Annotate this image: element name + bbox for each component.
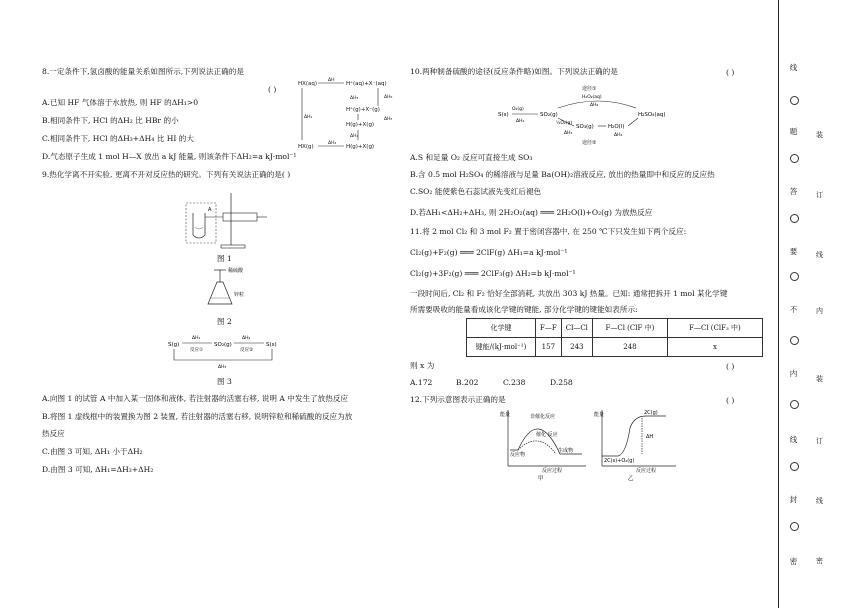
margin-char: 订 [816,437,823,445]
q8-energy-diagram [298,78,408,150]
q12-yi-top: 2C(g) [644,410,658,416]
q9-fig1-caption: 图 1 [217,254,232,263]
q8-hx-aq: HX(aq) [298,81,318,87]
q9-fig2-zinc: 锌粒 [234,292,245,298]
q11-eq2: Cl₂(g)+3F₂(g) ═══ 2ClF₃(g) ΔH₂=b kJ·mol⁻¹ [410,269,576,278]
q12-jia-noncat: 非催化反应 [530,414,556,420]
q9-figure-3-cycle [168,332,280,372]
q9-option-b-line1: B.将图 1 虚线框中的装置换为图 2 装置, 若注射器的活塞右移, 说明锌粒和稀硫酸的反应为放 [42,412,353,421]
q9-stem: 9.热化学离不开实验, 更离不开对反应热的研究。下列有关说法正确的是( ) [42,170,291,179]
q11-option-b: B.202 [456,378,479,387]
table-cell: 157 [536,338,562,357]
margin-circle [790,462,799,471]
q9-option-d: D.由图 3 可知, ΔH₁=ΔH₃+ΔH₂ [42,465,154,474]
margin-char: 密 [789,557,798,566]
margin-char: 内 [816,307,823,315]
q11-ask: 则 x 为 [410,361,435,370]
q12-paren: ( ) [726,396,735,405]
q10-pathway-diagram [498,86,688,148]
q10-option-d: D.若ΔH₁<ΔH₂+ΔH₃, 则 2H₂O₂(aq) ═══ 2H₂O(l)+O₂(g) 为放热反应 [410,208,653,217]
q9-fig3-dh2: ΔH₂ [242,336,251,341]
q8-option-d: D.气态原子生成 1 mol H—X 放出 a kJ 能量, 则该条件下ΔH₂=a kJ·mol⁻¹ [42,152,297,161]
q11-bond-energy-table [466,318,763,357]
q11-option-c: C.238 [503,378,526,387]
q9-fig3-so2: SO₂(g) [214,342,232,348]
q9-figure-1-apparatus [183,185,273,251]
q10-paren: ( ) [726,68,735,77]
q12-yi-bottom: 2C(s)+O₂(g) [604,458,635,464]
margin-circle [790,272,799,281]
q8-dh3: ΔH₃ [350,96,359,101]
q11-text1: 一段时间后, Cl₂ 和 F₂ 恰好全部消耗, 共放出 303 kJ 热量。已知: 通常把拆开 1 mol 某化学键 [410,289,728,298]
q8-option-a: A.已知 HF 气体溶于水放热, 则 HF 的ΔH₁>0 [42,98,199,107]
q10-h2o: H₂O(l) [608,124,625,130]
margin-circle [790,96,799,105]
q10-dh3: ΔH₃ [564,131,573,136]
margin-char: 不 [789,305,798,314]
margin-char: 线 [789,63,798,72]
q12-stem: 12.下列示意图表示正确的是 [410,395,506,404]
margin-char: 答 [789,187,798,196]
q10-half-o2: ½O₂(g) [556,121,573,126]
table-header-cell: F—F [536,319,562,338]
q8-paren: ( ) [268,85,277,94]
q8-option-c: C.相同条件下, HCl 的ΔH₃+ΔH₄ 比 HI 的大 [42,134,194,143]
q12-yi-dh: ΔH [646,434,654,440]
q10-dh1: ΔH₁ [516,119,525,124]
q10-o2: O₂(g) [512,107,524,112]
margin-char: 内 [789,369,798,378]
q9-fig3-s-g: S(g) [168,342,180,348]
margin-circle [790,154,799,163]
q10-h2o2: H₂O₂(aq) [582,95,602,100]
q8-dh1: ΔH₁ [304,115,313,120]
q12-yi-label: 乙 [628,476,634,482]
margin-circle [790,214,799,223]
margin-circle [790,400,799,409]
table-header-row [467,319,763,338]
q8-option-b: B.相同条件下, HCl 的ΔH₂ 比 HBr 的小 [42,116,179,125]
q8-dh: ΔH [328,78,335,83]
margin-char: 装 [816,131,823,139]
q11-option-a: A.172 [410,378,433,387]
q11-paren: ( ) [726,362,735,371]
q12-yi-energy: 能量 [594,412,605,418]
q9-option-a: A.向图 1 的试管 A 中加入某一固体和液体, 若注射器的活塞右移, 说明 A 中发生了放热反应 [42,394,349,403]
q12-jia-label: 甲 [538,476,544,482]
q8-stem: 8.一定条件下,氢卤酸的能量关系如图所示,下列说法正确的是 [42,67,244,76]
q12-jia-energy: 能量 [500,412,511,418]
table-cell: 248 [592,338,667,357]
margin-char: 要 [789,247,798,256]
q8-dh2: ΔH₂ [328,141,337,146]
q9-figure-2-flask [200,266,260,310]
margin-char: 线 [816,251,823,259]
margin-char: 订 [816,191,823,199]
table-header-cell: Cl—Cl [561,319,592,338]
q12-yi-x: 反应过程 [636,468,657,474]
q8-h-aq: H⁺(aq)+X⁻(aq) [346,81,387,87]
q8-dh6: ΔH₆ [384,95,393,100]
q9-fig2-caption: 图 2 [217,317,232,326]
q9-option-c: C.由图 3 可知, ΔH₁ 小于ΔH₂ [42,447,143,456]
q12-jia-reactant: 反应物 [510,452,526,458]
q9-option-b-line2: 热反应 [42,429,65,438]
margin-char: 装 [816,375,823,383]
q11-eq1: Cl₂(g)+F₂(g) ═══ 2ClF(g) ΔH₁=a kJ·mol⁻¹ [410,248,568,257]
q11-stem: 11.将 2 mol Cl₂ 和 3 mol F₂ 置于密闭容器中, 在 250 ℃下只发生如下两个反应: [410,227,687,236]
q10-s: S(s) [498,112,509,118]
q10-h2so4: H₂SO₄(aq) [638,112,666,118]
table-header-cell: F—Cl (ClF₃ 中) [667,319,762,338]
table-cell: 243 [561,338,592,357]
margin-char: 题 [789,127,798,136]
binding-line [778,0,779,608]
q9-fig3-dh3: ΔH₃ [218,365,227,370]
table-header-cell: F—Cl (ClF 中) [592,319,667,338]
table-cell: x [667,338,762,357]
margin-circle [790,336,799,345]
q8-hx-g: HX(g) [298,144,314,150]
q8-h2x2: H(g)+X(g) [346,144,375,150]
q10-path2: 途径② [582,140,597,146]
q10-so3: SO₃(g) [576,124,594,130]
q12-figure-yi [596,408,686,482]
q9-fig3-r1: 反应① [190,348,204,353]
q8-h-g-ion: H⁺(g)+X⁻(g) [346,107,380,113]
margin-char: 线 [789,435,798,444]
table-row-label: 键能/(kJ·mol⁻¹) [467,338,536,357]
q10-stem: 10.两种制备硫酸的途径(反应条件略)如图。下列说法正确的是 [410,67,618,76]
q10-option-c: C.SO₂ 能使紫色石蕊试液先变红后褪色 [410,187,542,196]
margin-char: 密 [816,557,823,565]
q10-path1: 途径① [582,86,597,92]
q8-dh4: ΔH₄ [350,134,359,139]
q10-so2: SO₂(g) [540,112,558,118]
q12-jia-cat: 催化 反应 [536,432,558,438]
q9-fig1-label-a: A [208,207,212,213]
q9-fig3-caption: 图 3 [217,377,232,386]
table-header-cell: 化学键 [467,319,536,338]
q11-option-d: D.258 [550,378,573,387]
table-row [467,338,763,357]
q10-option-b: B.含 0.5 mol H₂SO₄ 的稀溶液与足量 Ba(OH)₂溶液反应, 放出的热量即中和反应的反应热 [410,170,715,179]
q8-dh5: ΔH₅ [384,117,393,122]
q10-dh2: ΔH₂ [590,103,599,108]
q9-fig2-acid: 稀硫酸 [228,268,244,274]
margin-char: 封 [789,495,798,504]
q12-jia-product: 生成物 [558,448,574,454]
q12-jia-x: 反应过程 [542,468,563,474]
q9-fig3-r2: 反应② [240,348,254,353]
q11-text2: 所需要吸收的能量看成该化学键的键能, 部分化学键的键能如表所示: [410,305,638,314]
q8-h-g-atom: H(g)+X(g) [346,122,375,128]
q9-fig3-s-s: S(s) [266,342,277,348]
q10-dh4: ΔH₄ [614,133,623,138]
q9-fig3-dh1: ΔH₁ [192,336,201,341]
q10-option-a: A.S 和足量 O₂ 反应可直接生成 SO₃ [410,153,533,162]
q12-figure-jia [500,408,590,482]
margin-char: 线 [816,497,823,505]
margin-circle [790,522,799,531]
